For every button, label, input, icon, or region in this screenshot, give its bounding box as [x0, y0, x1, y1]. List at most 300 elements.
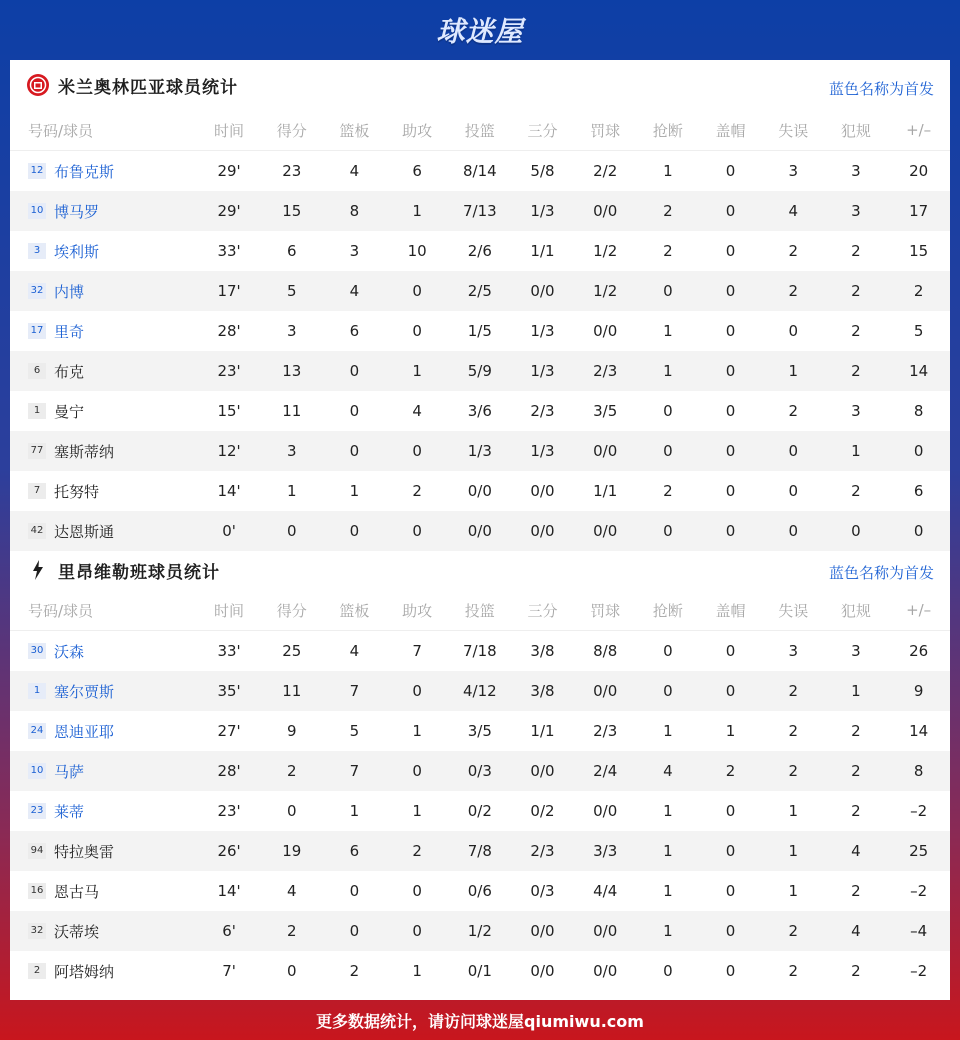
stat-cell: 0 — [412, 682, 422, 700]
stat-cell: 1 — [349, 482, 360, 500]
column-header: 号码/球员 — [28, 121, 94, 140]
jersey-number: 10 — [28, 763, 46, 779]
section-header — [10, 60, 950, 110]
stat-cell: 25 — [282, 642, 302, 660]
jersey-number: 42 — [28, 523, 46, 539]
stat-cell: 1 — [663, 922, 673, 940]
column-header: 犯规 — [840, 601, 871, 620]
player-cell — [10, 401, 198, 422]
stat-cell: 23 — [282, 162, 302, 180]
column-header: 抢断 — [652, 121, 683, 140]
jersey-number: 23 — [28, 803, 46, 819]
stat-cell: 12' — [217, 442, 241, 460]
column-header: 助攻 — [402, 601, 433, 620]
player-row[interactable] — [10, 271, 950, 311]
column-header: 篮板 — [339, 601, 370, 620]
footer-bar — [0, 1000, 960, 1040]
stat-cell: 8/8 — [593, 642, 618, 660]
column-header: 得分 — [276, 601, 307, 620]
stat-cell: 15' — [217, 402, 241, 420]
jersey-number: 32 — [28, 923, 46, 939]
stat-cell: 0/0 — [530, 762, 555, 780]
stat-cell: 2 — [851, 322, 861, 340]
jersey-number: 30 — [28, 643, 46, 659]
stat-cell: 0 — [788, 482, 799, 500]
player-cell — [10, 681, 198, 702]
stat-cell: 0 — [412, 442, 422, 460]
stat-cell: 0 — [851, 522, 861, 540]
stat-cell: –4 — [910, 922, 928, 940]
stat-cell: 0/0 — [530, 922, 555, 940]
stat-cell: 1/1 — [593, 482, 618, 500]
player-cell — [10, 321, 198, 342]
stat-cell: 0 — [725, 522, 736, 540]
player-name[interactable]: 埃利斯 — [54, 242, 100, 261]
stat-cell: –2 — [910, 882, 928, 900]
stat-cell: 2 — [788, 962, 799, 980]
player-row[interactable] — [10, 351, 950, 391]
stat-cell: 28' — [217, 762, 241, 780]
jersey-number: 24 — [28, 723, 46, 739]
stat-cell: 0/3 — [530, 882, 555, 900]
stat-cell: 0 — [349, 362, 360, 380]
stat-cell: 0 — [412, 762, 422, 780]
stat-cell: 1/3 — [530, 442, 555, 460]
stat-cell: 2 — [913, 282, 924, 300]
stat-cell: 35' — [217, 682, 241, 700]
player-row[interactable] — [10, 671, 950, 711]
stat-cell: 0 — [412, 922, 422, 940]
stat-cell: 14 — [909, 362, 929, 380]
player-cell — [10, 281, 198, 302]
stat-cell: 0 — [725, 482, 736, 500]
stat-cell: 11 — [282, 402, 302, 420]
stat-cell: 0 — [412, 882, 422, 900]
stat-cell: 1/2 — [593, 242, 618, 260]
stat-cell: 6 — [349, 322, 360, 340]
table-header — [10, 110, 950, 151]
jersey-number: 1 — [28, 403, 46, 419]
stat-cell: 2 — [788, 402, 799, 420]
player-name[interactable]: 内博 — [54, 282, 85, 301]
stat-cell: 9 — [913, 682, 924, 700]
player-cell — [10, 361, 198, 382]
stat-cell: 0 — [725, 162, 736, 180]
stat-cell: 2/3 — [593, 722, 618, 740]
stat-cell: 2 — [788, 922, 799, 940]
stat-cell: 0 — [663, 402, 673, 420]
stat-cell: 6 — [349, 842, 360, 860]
column-header: 时间 — [214, 601, 245, 620]
stat-cell: 6 — [286, 242, 297, 260]
stat-cell: 14' — [217, 882, 241, 900]
player-cell — [10, 481, 198, 502]
stat-cell: 4/12 — [462, 682, 497, 700]
stat-cell: 2 — [412, 842, 422, 860]
stat-cell: 1 — [788, 842, 799, 860]
stat-cell: 0 — [663, 962, 673, 980]
stat-cell: 0 — [725, 882, 736, 900]
player-name[interactable]: 恩迪亚耶 — [54, 722, 115, 741]
stat-cell: 2/3 — [530, 842, 555, 860]
stat-cell: 0 — [286, 802, 297, 820]
stat-cell: 4 — [851, 842, 861, 860]
stat-cell: 1/1 — [530, 722, 555, 740]
player-name[interactable]: 达恩斯通 — [54, 522, 115, 541]
stat-cell: 8/14 — [462, 162, 497, 180]
stat-cell: 33' — [217, 642, 241, 660]
stat-cell: 2/3 — [593, 362, 618, 380]
stat-cell: 5 — [349, 722, 360, 740]
stat-cell: 33' — [217, 242, 241, 260]
stat-cell: 14' — [217, 482, 241, 500]
stat-cell: 2 — [788, 762, 799, 780]
player-row[interactable] — [10, 871, 950, 911]
stat-cell: 0/0 — [530, 522, 555, 540]
stat-cell: 11 — [282, 682, 302, 700]
jersey-number: 12 — [28, 163, 46, 179]
stat-cell: 2 — [851, 762, 861, 780]
player-name[interactable]: 曼宁 — [54, 402, 85, 421]
player-cell — [10, 921, 198, 942]
stat-cell: 0/0 — [593, 802, 618, 820]
player-row[interactable] — [10, 151, 950, 191]
player-row[interactable] — [10, 231, 950, 271]
player-name[interactable]: 博马罗 — [54, 202, 100, 221]
stat-cell: 2 — [788, 282, 799, 300]
stat-cell: 1 — [412, 722, 422, 740]
stat-cell: 0 — [663, 282, 673, 300]
stat-cell: 0 — [725, 202, 736, 220]
stat-cell: 3/6 — [467, 402, 492, 420]
stat-cell: 2 — [851, 802, 861, 820]
stat-cell: 3 — [851, 402, 861, 420]
stat-cell: 1 — [851, 682, 861, 700]
column-header: 失误 — [778, 121, 809, 140]
column-header: 三分 — [527, 601, 558, 620]
starter-legend: 蓝色名称为首发 — [828, 80, 934, 98]
stat-cell: 8 — [913, 402, 924, 420]
player-cell — [10, 961, 198, 982]
stat-cell: 1 — [663, 882, 673, 900]
player-name[interactable]: 阿塔姆纳 — [54, 962, 115, 981]
stat-cell: 1 — [725, 722, 736, 740]
stat-cell: 1 — [412, 202, 422, 220]
stat-cell: 2/6 — [467, 242, 492, 260]
stat-cell: 1 — [663, 162, 673, 180]
stat-cell: 0 — [725, 642, 736, 660]
stat-cell: 0 — [663, 682, 673, 700]
stat-cell: 0/6 — [467, 882, 492, 900]
stat-cell: –2 — [910, 962, 928, 980]
stat-cell: 19 — [282, 842, 302, 860]
player-name[interactable]: 托努特 — [54, 482, 100, 501]
player-row[interactable] — [10, 631, 950, 671]
stat-cell: 3/8 — [530, 682, 555, 700]
stat-cell: 15 — [909, 242, 929, 260]
player-name[interactable]: 沃森 — [54, 642, 85, 661]
player-name[interactable]: 塞尔贾斯 — [54, 682, 115, 701]
jersey-number: 16 — [28, 883, 46, 899]
stat-cell: 4 — [286, 882, 297, 900]
jersey-number: 1 — [28, 683, 46, 699]
stat-cell: 0 — [349, 922, 360, 940]
olimpia-milano-logo-icon — [26, 73, 50, 97]
stat-cell: 4/4 — [593, 882, 618, 900]
stat-cell: 0 — [725, 842, 736, 860]
stat-cell: 0/0 — [593, 442, 618, 460]
column-header: 抢断 — [652, 601, 683, 620]
stat-cell: 1 — [412, 802, 422, 820]
column-header: 犯规 — [840, 121, 871, 140]
stat-cell: 0 — [725, 362, 736, 380]
stat-cell: 1 — [788, 802, 799, 820]
stat-cell: 0 — [412, 322, 422, 340]
stat-cell: 20 — [909, 162, 929, 180]
player-name[interactable]: 恩古马 — [54, 882, 100, 901]
stat-cell: 0 — [725, 962, 736, 980]
stat-cell: 0 — [725, 322, 736, 340]
stat-cell: 25 — [909, 842, 929, 860]
column-header: 罚球 — [590, 601, 621, 620]
stat-cell: 17 — [909, 202, 929, 220]
stat-cell: 4 — [349, 642, 360, 660]
stat-cell: 0 — [788, 322, 799, 340]
stat-cell: 1 — [349, 802, 360, 820]
stat-cell: 0 — [412, 522, 422, 540]
stat-cell: 1 — [663, 362, 673, 380]
stat-cell: 2 — [851, 722, 861, 740]
stat-cell: 3 — [286, 322, 297, 340]
stat-cell: 4 — [349, 282, 360, 300]
stat-cell: 0 — [349, 442, 360, 460]
stat-cell: 0/0 — [530, 962, 555, 980]
stat-cell: 0/0 — [593, 682, 618, 700]
player-row[interactable] — [10, 391, 950, 431]
player-row[interactable] — [10, 751, 950, 791]
stat-cell: 2 — [286, 922, 297, 940]
column-header: 投篮 — [464, 601, 495, 620]
stat-cell: 0/0 — [467, 482, 492, 500]
stat-cell: 2 — [663, 242, 673, 260]
column-header: 盖帽 — [715, 601, 746, 620]
stat-cell: 2 — [349, 962, 360, 980]
stat-cell: 23' — [217, 802, 241, 820]
stat-cell: 0 — [412, 282, 422, 300]
stat-cell: 2 — [412, 482, 422, 500]
stat-cell: 0' — [222, 522, 236, 540]
player-rows — [10, 631, 950, 991]
player-cell — [10, 801, 198, 822]
jersey-number: 10 — [28, 203, 46, 219]
stat-cell: 13 — [282, 362, 302, 380]
player-name[interactable]: 塞斯蒂纳 — [54, 442, 115, 461]
player-cell — [10, 641, 198, 662]
stat-cell: 15 — [282, 202, 302, 220]
player-rows — [10, 151, 950, 551]
stat-cell: 1 — [412, 962, 422, 980]
column-header: 篮板 — [339, 121, 370, 140]
player-cell — [10, 241, 198, 262]
column-header: 时间 — [214, 121, 245, 140]
player-cell — [10, 841, 198, 862]
stat-cell: 5/9 — [467, 362, 492, 380]
stat-cell: 0 — [725, 682, 736, 700]
stat-cell: 0 — [349, 882, 360, 900]
stat-cell: 3 — [851, 202, 861, 220]
player-cell — [10, 721, 198, 742]
jersey-number: 6 — [28, 363, 46, 379]
stat-cell: 7 — [412, 642, 422, 660]
stat-cell: 7 — [349, 682, 360, 700]
stat-cell: 1 — [851, 442, 861, 460]
stat-cell: 2 — [788, 682, 799, 700]
player-name[interactable]: 布克 — [54, 362, 85, 381]
stat-cell: 8 — [349, 202, 360, 220]
stat-cell: 0/3 — [467, 762, 492, 780]
stat-cell: 1/1 — [530, 242, 555, 260]
stat-cell: 3 — [788, 642, 799, 660]
player-cell — [10, 761, 198, 782]
player-row[interactable] — [10, 191, 950, 231]
column-header: 号码/球员 — [28, 601, 94, 620]
stat-cell: 0/0 — [530, 482, 555, 500]
stat-cell: 1/3 — [530, 322, 555, 340]
column-header: 得分 — [276, 121, 307, 140]
stat-cell: 3/3 — [593, 842, 618, 860]
player-name[interactable]: 马萨 — [54, 762, 85, 781]
jersey-number: 17 — [28, 323, 46, 339]
jersey-number: 77 — [28, 443, 46, 459]
stat-cell: 6' — [222, 922, 236, 940]
stat-cell: 0 — [349, 522, 360, 540]
column-header: 失误 — [778, 601, 809, 620]
footer-link-text[interactable]: 更多数据统计，请访问球迷屋qiumiwu.com — [316, 1011, 644, 1031]
asvel-logo-icon — [26, 558, 50, 582]
stat-cell: 0 — [788, 522, 799, 540]
stat-cell: 0 — [788, 442, 799, 460]
stat-cell: 2 — [851, 482, 861, 500]
stat-cell: 4 — [788, 202, 799, 220]
stat-cell: 0 — [286, 522, 297, 540]
stat-cell: 3/5 — [467, 722, 492, 740]
jersey-number: 94 — [28, 843, 46, 859]
stat-cell: 0 — [725, 242, 736, 260]
column-header: 投篮 — [464, 121, 495, 140]
stat-cell: 2 — [725, 762, 736, 780]
stat-cell: 0 — [663, 522, 673, 540]
stat-cell: 5/8 — [530, 162, 555, 180]
stat-cell: 1 — [788, 882, 799, 900]
stat-cell: 1 — [412, 362, 422, 380]
stat-cell: 0 — [725, 402, 736, 420]
team-title: 里昂维勒班球员统计 — [58, 562, 220, 583]
stat-cell: 14 — [909, 722, 929, 740]
stat-cell: 0 — [349, 402, 360, 420]
stat-cell: 2 — [788, 722, 799, 740]
stat-cell: 6 — [913, 482, 924, 500]
player-row[interactable] — [10, 471, 950, 511]
stat-cell: 2 — [851, 362, 861, 380]
stat-cell: 8 — [913, 762, 924, 780]
stat-cell: 4 — [851, 922, 861, 940]
stat-cell: 2 — [663, 202, 673, 220]
stat-cell: 1 — [663, 802, 673, 820]
stat-cell: 1 — [788, 362, 799, 380]
stat-cell: 0/0 — [593, 522, 618, 540]
stat-cell: 10 — [407, 242, 427, 260]
stat-cell: 4 — [663, 762, 673, 780]
stat-cell: 3/5 — [593, 402, 618, 420]
player-name[interactable]: 里奇 — [54, 322, 85, 341]
stat-cell: 0/0 — [593, 202, 618, 220]
table-header — [10, 590, 950, 631]
player-cell — [10, 881, 198, 902]
qiumiwu-logo: 球迷屋 — [436, 15, 524, 48]
stat-cell: 0 — [725, 922, 736, 940]
stat-cell: 0/2 — [530, 802, 555, 820]
column-header: 罚球 — [590, 121, 621, 140]
player-row[interactable] — [10, 431, 950, 471]
stat-cell: 0 — [913, 442, 924, 460]
section-header — [10, 550, 950, 590]
team-title: 米兰奥林匹亚球员统计 — [58, 77, 238, 98]
stat-cell: 1/3 — [530, 362, 555, 380]
stat-cell: 1/3 — [530, 202, 555, 220]
stat-cell: 2 — [788, 242, 799, 260]
stat-cell: 1 — [663, 722, 673, 740]
stat-cell: 0/0 — [530, 282, 555, 300]
player-name[interactable]: 布鲁克斯 — [54, 162, 115, 181]
player-name[interactable]: 沃蒂埃 — [54, 922, 100, 941]
stat-cell: 9 — [286, 722, 297, 740]
stat-cell: 0/0 — [593, 322, 618, 340]
player-row[interactable] — [10, 511, 950, 551]
player-name[interactable]: 莱蒂 — [54, 802, 85, 821]
stat-cell: 2/3 — [530, 402, 555, 420]
stat-cell: 2 — [851, 882, 861, 900]
player-row[interactable] — [10, 911, 950, 951]
stat-cell: 0 — [663, 642, 673, 660]
column-header: 三分 — [527, 121, 558, 140]
stat-cell: 1 — [663, 842, 673, 860]
stat-cell: 2/4 — [593, 762, 618, 780]
player-row[interactable] — [10, 791, 950, 831]
stat-cell: 1/3 — [467, 442, 492, 460]
player-row[interactable] — [10, 711, 950, 751]
stats-panel — [10, 60, 950, 1000]
stat-cell: 4 — [349, 162, 360, 180]
stat-cell: 7' — [222, 962, 236, 980]
stat-cell: 2 — [851, 282, 861, 300]
stat-cell: 0 — [725, 442, 736, 460]
stat-cell: 23' — [217, 362, 241, 380]
stat-cell: 2 — [663, 482, 673, 500]
stat-cell: 26 — [909, 642, 929, 660]
stat-cell: 26' — [217, 842, 241, 860]
stat-cell: 3 — [788, 162, 799, 180]
player-cell — [10, 201, 198, 222]
player-name[interactable]: 特拉奥雷 — [54, 842, 115, 861]
stat-cell: 29' — [217, 202, 241, 220]
player-row[interactable] — [10, 311, 950, 351]
stat-cell: 7/8 — [467, 842, 492, 860]
column-header: 盖帽 — [715, 121, 746, 140]
team-section-olimpia — [10, 60, 950, 550]
jersey-number: 32 — [28, 283, 46, 299]
player-row[interactable] — [10, 951, 950, 991]
player-row[interactable] — [10, 831, 950, 871]
